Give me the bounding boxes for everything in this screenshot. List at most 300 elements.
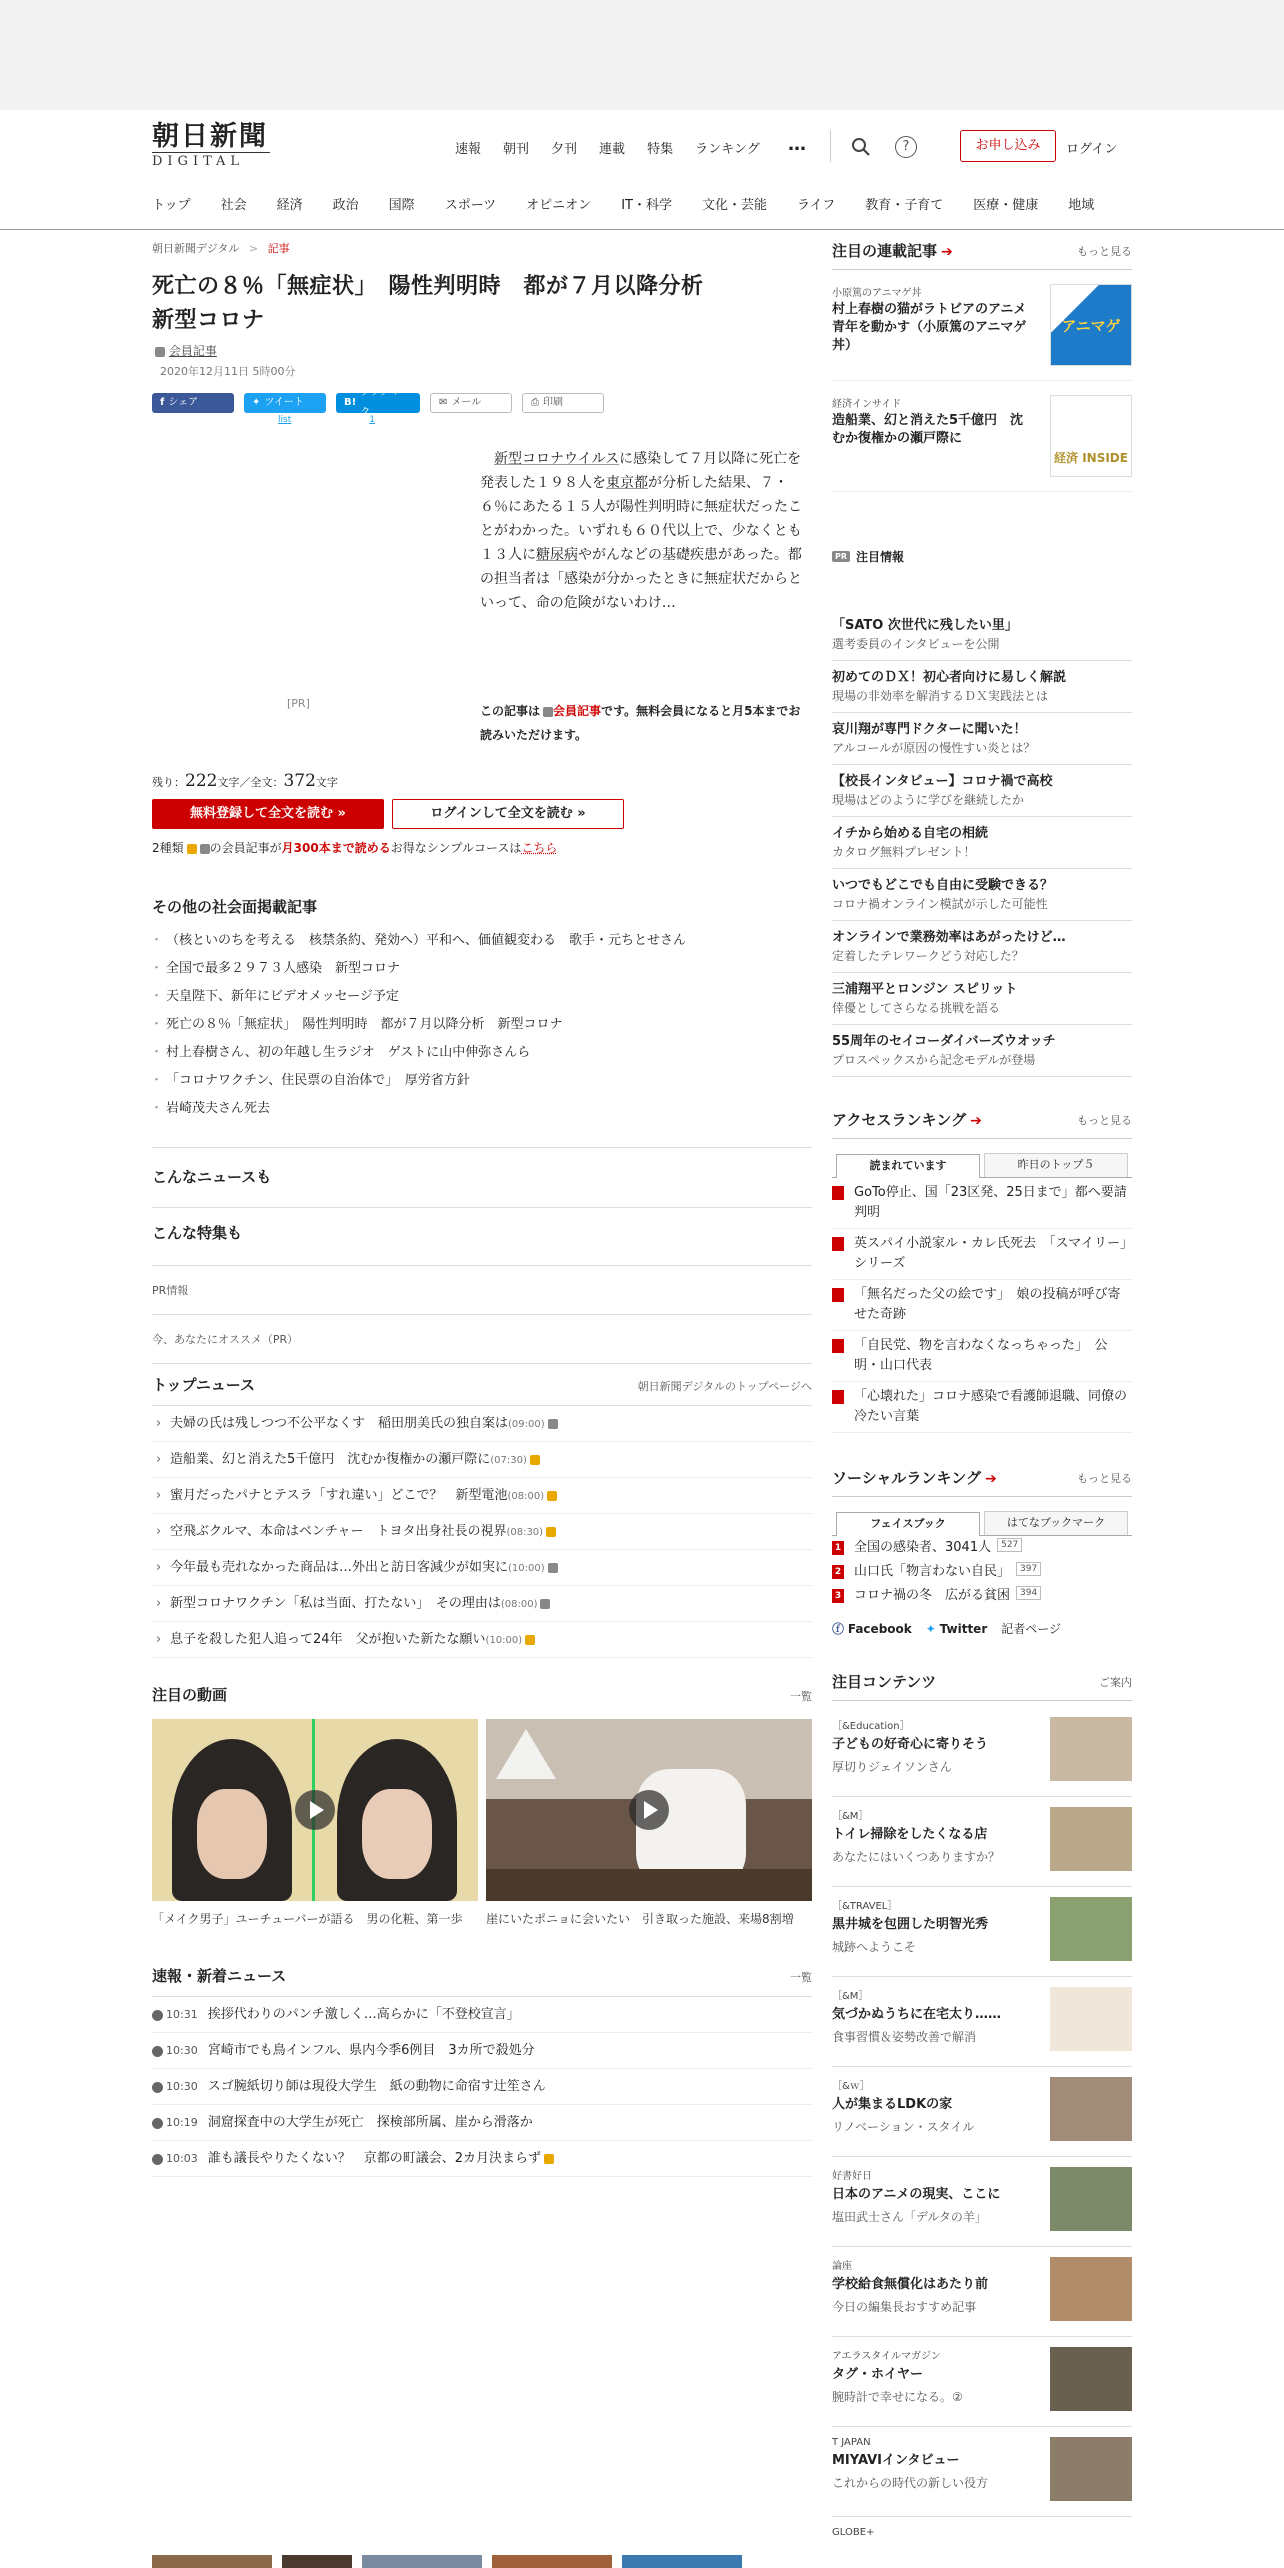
divider — [152, 1207, 812, 1208]
ranking-item[interactable] — [832, 1331, 1132, 1382]
arrow-right-icon: ➔ — [984, 1471, 997, 1487]
thumbnail[interactable] — [362, 2555, 482, 2568]
lock-icon — [546, 1527, 556, 1537]
flash-time-text: 10:03 — [166, 2152, 198, 2165]
site-header — [0, 110, 1284, 230]
play-icon — [629, 1790, 669, 1830]
facebook-icon: f — [160, 397, 165, 408]
member-notice: この記事は 会員記事です。無料会員になると月5本までお読みいただけます。 — [480, 704, 801, 742]
lock-icon — [548, 1563, 558, 1573]
tab-yesterday-top5[interactable]: 昨日のトップ５ — [984, 1153, 1128, 1177]
content-sub: リノベーション・スタイル — [832, 2120, 975, 2134]
konna-feature-heading: こんな特集も — [152, 1224, 243, 1242]
sidebar — [832, 240, 1132, 2547]
thumbnail[interactable] — [152, 2555, 272, 2568]
asahi-logo[interactable]: 朝日新聞 DIGITAL — [152, 121, 268, 169]
lock-icon — [544, 2154, 554, 2164]
content-category: ［&ｗ］ — [832, 2081, 870, 2092]
flash-title: 速報・新着ニュース — [152, 1967, 287, 1985]
content-thumbnail[interactable] — [1050, 1897, 1132, 1961]
top-news-title: トップニュース — [152, 1376, 256, 1394]
flash-item[interactable] — [152, 1997, 812, 2033]
lock-icon — [525, 1635, 535, 1645]
content-text — [832, 2437, 988, 2506]
chui-item-title[interactable]: 【校長インタビュー】コロナ禍で高校 — [832, 774, 1053, 789]
remaining-chars: 残り：222文字／全文：372文字 — [152, 771, 338, 791]
header-divider — [830, 130, 831, 162]
tab-hatena[interactable]: はてなブックマーク — [984, 1511, 1128, 1535]
content-thumbnail[interactable] — [1050, 1987, 1132, 2051]
clock-icon — [152, 2010, 163, 2021]
cat-iryou[interactable]: 医療・健康 — [973, 198, 1039, 213]
video-thumbnail[interactable] — [152, 1719, 478, 1901]
cat-keizai[interactable]: 経済 — [276, 198, 303, 213]
content-category: ［&Education］ — [832, 1721, 910, 1732]
content-sub: 腕時計で幸せになる。② — [832, 2390, 963, 2404]
top-news-more-link[interactable]: 朝日新聞デジタルのトップページへ — [637, 1380, 812, 1393]
chui-item[interactable] — [832, 921, 1132, 973]
ranking-item[interactable] — [832, 1280, 1132, 1331]
flash-time-text: 10:30 — [166, 2044, 198, 2057]
content-sub: あなたにはいくつありますか？ — [832, 1850, 1001, 1864]
top-news-time: (10:00) — [508, 1563, 545, 1574]
play-icon — [295, 1790, 335, 1830]
content-text — [832, 1987, 1001, 2056]
top-news-time: (09:00) — [508, 1419, 545, 1430]
content-category: ［&TRAVEL］ — [832, 1901, 898, 1912]
course-link[interactable]: こちら — [521, 841, 558, 855]
flash-item[interactable] — [152, 2141, 812, 2177]
link-diabetes[interactable]: 糖尿病 — [536, 547, 578, 563]
social-ranking-header: ソーシャルランキング ➔ もっと見る — [832, 1467, 1132, 1497]
login-read-button[interactable]: ログインして全文を読む » — [392, 799, 624, 829]
reporter-page-link[interactable]: 記者ページ — [1001, 1622, 1062, 1636]
content-category: 論座 — [832, 2261, 852, 2272]
article-lead: 新型コロナウイルスに感染して７月以降に死亡を発表した１９８人を東京都が分析した結果、７・６％にあたる１５人が陽性判明時に無症状だったことがわかった。いずれも６０代以上で、少なくとも１３人に糖尿病やがんなどの基礎疾患があった。都の担当者は「感染が分かったときに無症状だからといって、命の危険がないわけ… — [480, 451, 802, 611]
content-category: ［&M］ — [832, 1991, 869, 2002]
thumbnail[interactable] — [622, 2555, 742, 2568]
cat-chiiki[interactable]: 地域 — [1068, 198, 1095, 213]
flash-news — [152, 1965, 812, 2177]
flash-item[interactable] — [152, 2069, 812, 2105]
share-count: 527 — [997, 1538, 1022, 1552]
chui-item-sub: 現場の非効率を解消するＤＸ実践法とは — [832, 689, 1049, 703]
flash-text[interactable]: 挨拶代わりのパンチ激しく…高らかに「不登校宣言」 — [207, 2007, 520, 2022]
contents-more-link[interactable]: ご案内 — [1099, 1675, 1132, 1689]
search-icon[interactable] — [850, 136, 872, 158]
ranking-text[interactable]: 「自民党、物を言わなくなっちゃった」 公明・山口代表 — [854, 1338, 1108, 1373]
facebook-link[interactable]: ⓕ Facebook — [832, 1622, 912, 1636]
content-title[interactable]: 気づかぬうちに在宅太り…… — [832, 2007, 1002, 2022]
member-badge: 会員記事 — [152, 342, 812, 359]
list-item[interactable]: ・ 「コロナワクチン、住民票の自治体で」 厚労省方針 — [152, 1067, 812, 1095]
rank-marker-icon — [832, 1390, 844, 1404]
content-sub: 食事習慣＆姿勢改善で解消 — [832, 2030, 977, 2044]
cat-seiji[interactable]: 政治 — [332, 198, 359, 213]
twitter-icon: ✦ — [252, 397, 261, 408]
chui-item[interactable] — [832, 713, 1132, 765]
nav-choukan[interactable]: 朝刊 — [503, 142, 530, 157]
content-title[interactable]: トイレ掃除をしたくなる店 — [832, 1827, 988, 1842]
content-sub: これからの時代の新しい役方 — [832, 2476, 989, 2490]
article-title: 死亡の８％「無症状」 陽性判明時 都が７月以降分析 新型コロナ — [152, 274, 704, 333]
tab-facebook[interactable]: フェイスブック — [836, 1512, 980, 1536]
video-card[interactable] — [486, 1719, 812, 1929]
top-news-item[interactable] — [152, 1622, 812, 1658]
chui-item[interactable] — [832, 869, 1132, 921]
social-ranking-item[interactable] — [832, 1584, 1132, 1608]
content-text — [832, 2347, 963, 2416]
content-sub: 今日の編集長おすすめ記事 — [832, 2300, 977, 2314]
top-news — [152, 1374, 812, 1658]
cat-sports[interactable]: スポーツ — [444, 198, 497, 213]
top-news-item[interactable] — [152, 1442, 812, 1478]
pr-info: PR情報 — [152, 1284, 189, 1297]
content-title[interactable]: 黒井城を包囲した明智光秀 — [832, 1917, 989, 1932]
top-news-item[interactable] — [152, 1406, 812, 1442]
chui-item-title[interactable]: 初めてのＤＸ！初心者向けに易しく解説 — [832, 670, 1067, 685]
social-ranking-list — [832, 1536, 1132, 1608]
content-sub: 厚切りジェイソンさん — [832, 1760, 952, 1774]
article-body — [152, 447, 812, 767]
thumbnail[interactable] — [282, 2555, 352, 2568]
content-title[interactable]: 日本のアニメの現実、ここに — [832, 2187, 1001, 2202]
share-buttons — [152, 387, 812, 418]
social-ranking-item[interactable] — [832, 1560, 1132, 1584]
ranking-text[interactable]: 「無名だった父の絵です」 娘の投稿が呼び寄せた奇跡 — [854, 1287, 1121, 1322]
contents-title: 注目コンテンツ — [832, 1673, 937, 1691]
top-news-time: (08:30) — [506, 1527, 544, 1538]
chui-item[interactable] — [832, 817, 1132, 869]
list-item[interactable]: ・ 天皇陛下、新年にビデオメッセージ予定 — [152, 983, 812, 1011]
ranking-item[interactable] — [832, 1382, 1132, 1433]
access-ranking-list — [832, 1178, 1132, 1433]
print-button[interactable]: ⎙ 印刷 — [522, 393, 604, 413]
content-text — [832, 2257, 988, 2326]
content-item[interactable] — [832, 2157, 1132, 2247]
flash-more-link[interactable]: 一覧 — [790, 1971, 812, 1984]
flash-text[interactable]: 宮崎市でも鳥インフル、県内今季6例目 3カ所で殺処分 — [207, 2043, 535, 2058]
rank-number: 3 — [832, 1589, 844, 1603]
arrow-right-icon: ➔ — [970, 1113, 982, 1129]
subscribe-button[interactable]: お申し込み — [960, 130, 1056, 162]
content-category: 好書好日 — [832, 2171, 872, 2182]
content-thumbnail[interactable] — [1050, 2437, 1132, 2501]
content-thumbnail[interactable] — [1050, 2077, 1132, 2141]
cat-it[interactable]: IT・科学 — [621, 198, 672, 213]
social-ranking-text[interactable]: コロナ禍の冬 広がる貧困 — [854, 1588, 1011, 1603]
content-item[interactable] — [832, 1797, 1132, 1887]
content-item[interactable] — [832, 2427, 1132, 2517]
content-thumbnail[interactable] — [1050, 1807, 1132, 1871]
chui-item[interactable] — [832, 609, 1132, 661]
content-item[interactable] — [832, 1977, 1132, 2067]
lock-icon — [547, 1491, 557, 1501]
ranking-item[interactable] — [832, 1229, 1132, 1280]
flash-list — [152, 1996, 812, 2177]
content-sub: 塩田武士さん「デルタの羊」 — [832, 2210, 987, 2224]
serial-header — [832, 240, 1132, 270]
cat-opinion[interactable]: オピニオン — [526, 198, 592, 213]
serial-thumbnail[interactable]: 経済 INSIDE — [1050, 395, 1132, 477]
divider — [152, 1314, 812, 1315]
flash-time — [152, 2008, 198, 2021]
share-count: 394 — [1016, 1586, 1041, 1600]
videos-more-link[interactable]: 一覧 — [790, 1690, 812, 1703]
divider — [152, 1147, 812, 1148]
cat-life[interactable]: ライフ — [796, 198, 836, 213]
link-tokyo[interactable]: 東京都 — [606, 475, 648, 491]
content-text — [832, 1717, 988, 1786]
top-news-list — [152, 1405, 812, 1658]
top-news-item[interactable] — [152, 1514, 812, 1550]
content-item[interactable] — [832, 2067, 1132, 2157]
content-item[interactable] — [832, 2517, 1132, 2547]
tweet-button[interactable]: ✦ ツイート — [244, 393, 326, 413]
cat-shakai[interactable]: 社会 — [220, 198, 247, 213]
mail-button[interactable]: ✉ メール — [430, 393, 512, 413]
chui-item[interactable] — [832, 1025, 1132, 1077]
article-date: 2020年12月11日 5時00分 — [160, 365, 296, 378]
top-news-time: (08:00) — [507, 1491, 545, 1502]
list-item[interactable]: ・ （核といのちを考える 核禁条約、発効へ）平和へ、価値観変わる 歌手・元ちとせさん — [152, 927, 812, 955]
flash-time-text: 10:30 — [166, 2080, 198, 2093]
cat-kokusai[interactable]: 国際 — [388, 198, 415, 213]
bottom-thumbnails — [152, 2555, 742, 2568]
list-item[interactable]: ・ 岩崎茂夫さん死去 — [152, 1095, 812, 1123]
video-caption[interactable]: 「メイク男子」ユーチューバーが語る 男の化粧、第一歩 — [152, 1912, 463, 1926]
print-icon: ⎙ — [531, 397, 539, 408]
access-more-link[interactable]: もっと見る — [1077, 1113, 1132, 1127]
list-item[interactable]: ・ 全国で最多２９７３人感染 新型コロナ — [152, 955, 812, 983]
top-news-text[interactable]: 新型コロナワクチン「私は当面、打たない」 その理由は — [170, 1596, 501, 1611]
clock-icon — [152, 2154, 163, 2165]
top-news-text[interactable]: 空飛ぶクルマ、本命はベンチャー トヨタ出身社長の視界 — [170, 1524, 507, 1539]
serial-thumbnail[interactable]: アニマゲ — [1050, 284, 1132, 366]
more-menu-icon[interactable]: … — [788, 134, 806, 155]
content-category: T JAPAN — [832, 2437, 871, 2448]
twitter-link[interactable]: ✦ Twitter — [925, 1621, 988, 1636]
flash-time — [152, 2044, 198, 2057]
flash-text[interactable]: スゴ腕紙切り師は現役大学生 紙の動物に命宿す辻笙さん — [207, 2079, 546, 2094]
content-title[interactable]: MIYAVIインタビュー — [832, 2453, 960, 2468]
social-ranking-text[interactable]: 全国の感染者、3041人 — [854, 1540, 992, 1555]
nav-yuukan[interactable]: 夕刊 — [551, 142, 578, 157]
arrow-right-icon: ➔ — [941, 244, 953, 260]
chui-item[interactable] — [832, 765, 1132, 817]
breadcrumb-current[interactable]: 記事 — [267, 242, 290, 255]
top-news-text[interactable]: 今年最も売れなかった商品は…外出と訪日客減少が如実に — [170, 1560, 509, 1575]
top-news-item[interactable] — [152, 1478, 812, 1514]
nav-sokuho[interactable]: 速報 — [455, 142, 482, 157]
ranking-text[interactable]: 英スパイ小説家ル・カレ氏死去 「スマイリー」シリーズ — [854, 1236, 1127, 1271]
chui-item[interactable] — [832, 973, 1132, 1025]
flash-item[interactable] — [152, 2105, 812, 2141]
pr-ad-box[interactable] — [152, 447, 452, 727]
social-more-link[interactable]: もっと見る — [1077, 1471, 1132, 1485]
content-category: アエラスタイルマガジン — [832, 2351, 941, 2362]
pr-tag: PR — [832, 551, 850, 562]
divider — [152, 1265, 812, 1266]
lock-icon — [543, 707, 553, 717]
pr-label: [PR] — [287, 697, 310, 710]
other-articles — [152, 896, 812, 1123]
nav-tokushu[interactable]: 特集 — [647, 142, 674, 157]
content-category: GLOBE+ — [832, 2527, 875, 2538]
content-thumbnail[interactable] — [1050, 2257, 1132, 2321]
clock-icon — [152, 2046, 163, 2057]
content-title[interactable]: タグ・ホイヤー — [832, 2367, 924, 2382]
top-ad-area — [0, 0, 1284, 110]
access-tabs — [832, 1153, 1132, 1178]
chui-item-title[interactable]: 55周年のセイコーダイバーズウオッチ — [832, 1034, 1056, 1049]
chui-item-title[interactable]: オンラインで業務効率はあがったけど… — [832, 930, 1066, 945]
chui-list — [832, 609, 1132, 1077]
cat-top[interactable]: トップ — [152, 198, 191, 213]
clock-icon — [152, 2082, 163, 2093]
rank-marker-icon — [832, 1339, 844, 1353]
chui-item[interactable] — [832, 661, 1132, 713]
content-item[interactable] — [832, 2337, 1132, 2427]
serial-title: 注目の連載記事 — [832, 242, 938, 260]
content-thumbnail[interactable] — [1050, 1717, 1132, 1781]
lock-icon — [155, 347, 165, 357]
content-text — [832, 2077, 974, 2146]
nav-ranking[interactable]: ランキング — [695, 142, 760, 157]
ranking-text[interactable]: 「心壊れた」コロナ感染で看護師退職、同僚の冷たい言葉 — [854, 1389, 1128, 1424]
cat-bunka[interactable]: 文化・芸能 — [701, 198, 767, 213]
login-link[interactable]: ログイン — [1066, 142, 1118, 157]
chui-item-sub: 定着したテレワークどう対応した？ — [832, 949, 1024, 963]
chui-item-title[interactable]: 哀川翔が専門ドクターに聞いた！ — [832, 722, 1027, 737]
content-title[interactable]: 子どもの好奇心に寄りそう — [832, 1737, 989, 1752]
flash-time-text: 10:31 — [166, 2008, 198, 2021]
chui-item-title[interactable]: 三浦翔平とロンジン スピリット — [832, 982, 1018, 997]
content-thumbnail[interactable] — [1050, 2347, 1132, 2411]
simple-course-note: 2種類 の会員記事が月300本まで読めるお得なシンプルコースはこちら — [152, 841, 558, 855]
social-ranking-item[interactable] — [832, 1536, 1132, 1560]
twitter-icon: ✦ — [925, 1621, 936, 1636]
main-column — [152, 240, 812, 2177]
cat-kyouiku[interactable]: 教育・子育て — [865, 198, 944, 213]
flash-text[interactable]: 洞窟探査中の大学生が死亡 探検部所属、崖から滑落か — [207, 2115, 533, 2130]
clock-icon — [152, 2118, 163, 2129]
social-ranking-text[interactable]: 山口氏「物言わない自民」 — [854, 1564, 1011, 1579]
content-item[interactable] — [832, 1887, 1132, 1977]
top-news-text[interactable]: 造船業、幻と消えた5千億円 沈むか復権かの瀬戸際に — [170, 1452, 491, 1467]
content-text — [832, 1807, 1000, 1876]
video-caption[interactable]: 崖にいたポニョに会いたい 引き取った施設、来場8割増 — [486, 1912, 794, 1926]
contents-list — [832, 1707, 1132, 2547]
featured-videos — [152, 1684, 812, 1929]
lock-icon — [540, 1599, 550, 1609]
top-news-text[interactable]: 息子を殺した犯人追って24年 父が抱いた新たな願い — [170, 1632, 486, 1647]
content-text — [832, 1897, 988, 1966]
chui-heading: PR 注目情報 — [832, 548, 1132, 565]
help-icon[interactable]: ? — [895, 136, 917, 158]
facebook-icon: ⓕ — [832, 1622, 845, 1636]
content-text — [832, 2167, 1000, 2236]
content-sub: 城跡へようこそ — [832, 1940, 917, 1954]
chui-item-sub: 現場はどのように学びを継続したか — [832, 793, 1025, 807]
top-news-time: (10:00) — [485, 1635, 523, 1646]
share-counts: list 1 — [278, 415, 375, 425]
hatena-bookmark-button[interactable]: B! ブックマーク — [336, 393, 420, 413]
breadcrumb: 朝日新聞デジタル > 記事 — [152, 242, 290, 255]
breadcrumb-home[interactable]: 朝日新聞デジタル — [152, 242, 240, 255]
lock-icon — [200, 844, 210, 854]
rank-number: 2 — [832, 1565, 844, 1579]
link-coronavirus[interactable]: 新型コロナウイルス — [494, 451, 620, 467]
content-title[interactable]: 人が集まるLDKの家 — [832, 2097, 953, 2112]
content-item[interactable] — [832, 1707, 1132, 1797]
flash-time — [152, 2152, 198, 2165]
flash-text[interactable]: 誰も議長やりたくない？ 京都の町議会、2カ月決まらず — [207, 2151, 541, 2166]
lock-icon — [187, 844, 197, 854]
top-news-text[interactable]: 蜜月だったパナとテスラ「すれ違い」どこで？ 新型電池 — [170, 1488, 508, 1503]
chui-item-title[interactable]: イチから始める自宅の相続 — [832, 826, 989, 841]
rank-marker-icon — [832, 1186, 844, 1200]
chui-item-title[interactable]: 「SATO 次世代に残したい里」 — [832, 618, 1018, 633]
chui-item-sub: アルコールが原因の慢性すい炎とは？ — [832, 741, 1036, 755]
chui-item-sub: プロスペックスから記念モデルが登場 — [832, 1053, 1036, 1067]
content-title[interactable]: 学校給食無償化はあたり前 — [832, 2277, 989, 2292]
video-card[interactable] — [152, 1719, 478, 1929]
header-nav — [455, 138, 760, 157]
serial-item[interactable]: 小原篤のアニマゲ丼 村上春樹の猫がラトビアのアニメ青年を動かす（小原篤のアニマゲ丼） アニマゲ — [832, 270, 1132, 381]
contents-header — [832, 1671, 1132, 1701]
share-count: 397 — [1016, 1562, 1041, 1576]
ranking-text[interactable]: GoTo停止、国「23区発、25日まで」都へ要請判明 — [854, 1185, 1127, 1220]
lock-icon — [530, 1455, 540, 1465]
content-item[interactable] — [832, 2247, 1132, 2337]
category-nav — [152, 194, 1124, 213]
top-news-item[interactable] — [152, 1550, 812, 1586]
ranking-item[interactable] — [832, 1178, 1132, 1229]
top-news-time: (08:00) — [500, 1599, 538, 1610]
lock-icon — [548, 1419, 558, 1429]
top-news-item[interactable] — [152, 1586, 812, 1622]
rank-number: 1 — [832, 1541, 844, 1555]
recommend-pr: 今、あなたにオススメ（PR） — [152, 1333, 299, 1346]
chui-item-sub: コロナ禍オンライン模試が示した可能性 — [832, 897, 1048, 911]
serial-more-link[interactable]: もっと見る — [1077, 244, 1132, 258]
cta-row — [152, 799, 812, 829]
register-read-button[interactable]: 無料登録して全文を読む » — [152, 799, 384, 829]
content-thumbnail[interactable] — [1050, 2167, 1132, 2231]
mail-icon: ✉ — [439, 397, 448, 408]
facebook-share-button[interactable]: f シェア — [152, 393, 234, 413]
video-thumbnail[interactable] — [486, 1719, 812, 1901]
list-item[interactable]: ・ 村上春樹さん、初の年越し生ラジオ ゲストに山中伸弥さんら — [152, 1039, 812, 1067]
thumbnail[interactable] — [492, 2555, 612, 2568]
nav-rensai[interactable]: 連載 — [599, 142, 626, 157]
social-tabs — [832, 1511, 1132, 1536]
other-articles-title: その他の社会面掲載記事 — [152, 898, 318, 916]
hatena-icon: B! — [344, 397, 357, 408]
chui-item-sub: 選考委員のインタビューを公開 — [832, 637, 1000, 651]
content-category: ［&M］ — [832, 1811, 869, 1822]
tab-yomareteimasu[interactable]: 読まれています — [836, 1154, 980, 1178]
chui-item-title[interactable]: いつでもどこでも自由に受験できる？ — [832, 878, 1054, 893]
list-item[interactable]: ・ 死亡の８％「無症状」 陽性判明時 都が７月以降分析 新型コロナ — [152, 1011, 812, 1039]
rank-marker-icon — [832, 1288, 844, 1302]
serial-item[interactable]: 経済インサイド 造船業、幻と消えた5千億円 沈むか復権かの瀬戸際に 経済 INSIDE — [832, 381, 1132, 492]
flash-time-text: 10:19 — [166, 2116, 198, 2129]
rank-marker-icon — [832, 1237, 844, 1251]
flash-item[interactable] — [152, 2033, 812, 2069]
top-news-text[interactable]: 夫婦の氏は残しつつ不公平なくす 稲田朋美氏の独自案は — [170, 1416, 509, 1431]
